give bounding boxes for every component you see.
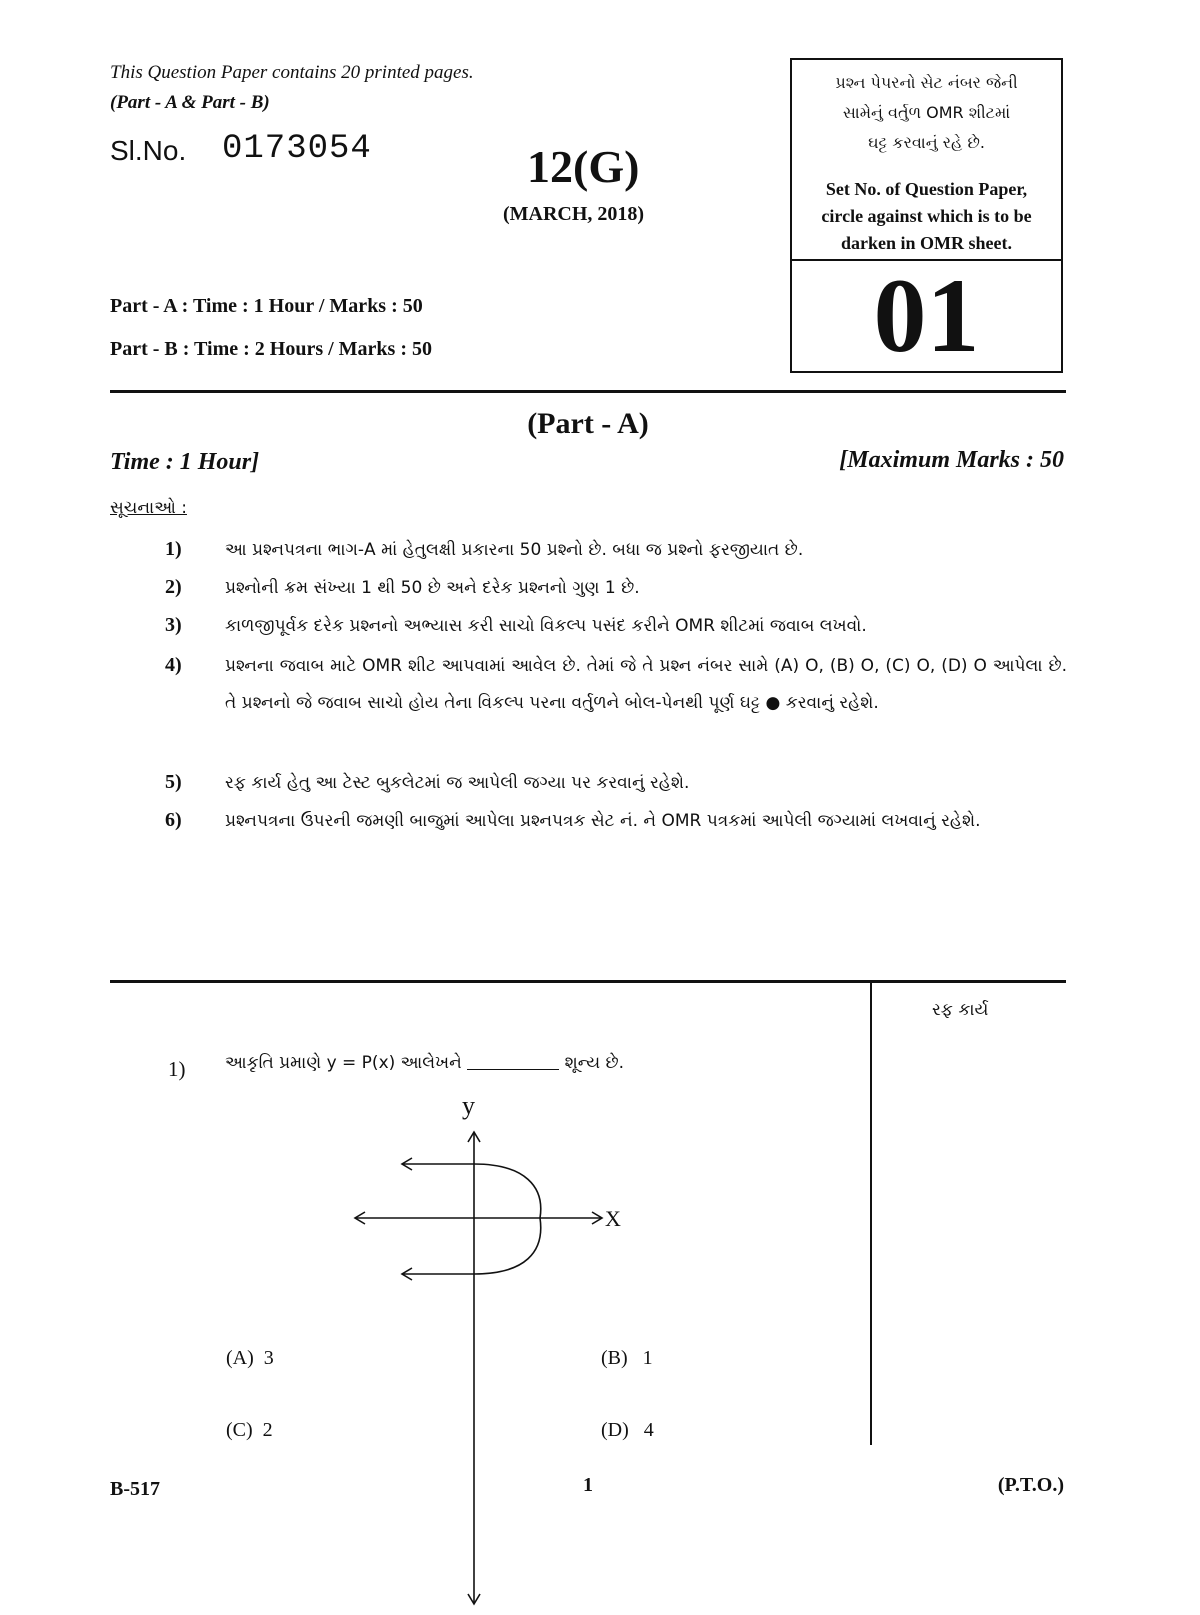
option-d-value: 4 [643, 1419, 654, 1441]
question-number: 1) [168, 1057, 186, 1081]
serial-number-label: Sl.No. [110, 135, 187, 166]
instruction-number: 5) [165, 771, 182, 793]
question-text [225, 1053, 624, 1073]
set-box-english-line: circle against which is to be [821, 206, 1032, 226]
instruction-text: પ્રશ્નપત્રના ઉપરની જમણી બાજુમાં આપેલા પ્રશ્નપત્રક સેટ નં. ને OMR પત્રકમાં આપેલી જગ્યામાં લખવાનું રહેશે. [225, 811, 981, 831]
instruction-item [165, 570, 1067, 607]
question-section-rule [110, 980, 1066, 983]
option-b-label: (B) [601, 1347, 628, 1369]
parts-note: (Part - A & Part - B) [110, 92, 270, 113]
option-a [226, 1347, 274, 1370]
graph-curve-path [402, 1164, 541, 1274]
set-number-box [790, 58, 1063, 373]
set-box-gujarati [792, 68, 1061, 158]
serial-number-value: 0173054 [222, 130, 372, 168]
header-rule [110, 390, 1066, 393]
section-time: Time : 1 Hour] [110, 449, 260, 475]
set-box-gujarati-line: પ્રશ્ન પેપરનો સેટ નંબર જેની [835, 73, 1018, 92]
instruction-text: રફ કાર્ય હેતુ આ ટેસ્ટ બુકલેટમાં જ આપેલી જગ્યા પર કરવાનું રહેશે. [225, 773, 690, 793]
option-c-value: 2 [262, 1419, 273, 1441]
footer-page-number: 1 [583, 1474, 593, 1496]
instruction-text: પ્રશ્નોની ક્રમ સંખ્યા 1 થી 50 છે અને દરેક પ્રશ્નનો ગુણ 1 છે. [225, 578, 640, 598]
section-max-marks: [Maximum Marks : 50 [839, 447, 1064, 473]
set-box-gujarati-line: સામેનું વર્તુળ OMR શીટમાં [842, 103, 1011, 122]
instruction-text: કાળજીપૂર્વક દરેક પ્રશ્નનો અભ્યાસ કરી સાચો વિકલ્પ પસંદ કરીને OMR શીટમાં જવાબ લખવો. [225, 616, 867, 636]
option-d-label: (D) [601, 1419, 629, 1441]
part-a-time-info: Part - A : Time : 1 Hour / Marks : 50 [110, 295, 423, 317]
footer-paper-code: B-517 [110, 1478, 160, 1500]
part-b-time-info: Part - B : Time : 2 Hours / Marks : 50 [110, 338, 433, 360]
set-box-gujarati-line: ઘટ્ટ કરવાનું રહે છે. [868, 133, 985, 152]
set-box-english-line: Set No. of Question Paper, [825, 179, 1028, 199]
graph-final-figure [340, 1092, 640, 1612]
option-c [226, 1419, 273, 1442]
paper-code: 12(G) [527, 141, 640, 192]
question-text-before: આકૃતિ પ્રમાણે y = P(x) આલેખને [225, 1053, 462, 1073]
set-box-english-line: darken in OMR sheet. [841, 233, 1012, 253]
question-text-after: શૂન્ય છે. [564, 1053, 625, 1073]
instructions-heading: સૂચનાઓ : [110, 498, 187, 518]
instruction-text: આ પ્રશ્નપત્રના ભાગ-A માં હેતુલક્ષી પ્રકારના 50 પ્રશ્નો છે. બધા જ પ્રશ્નો ફરજીયાત છે. [225, 540, 804, 560]
rough-work-divider [870, 983, 872, 1445]
instruction-number: 1) [165, 538, 182, 560]
instruction-number: 4) [165, 654, 182, 676]
graph-y-label: y [462, 1091, 475, 1120]
pages-note: This Question Paper contains 20 printed pages. [110, 62, 474, 83]
exam-date: (MARCH, 2018) [503, 203, 645, 225]
instruction-item [165, 648, 1067, 722]
instruction-number: 6) [165, 809, 182, 831]
answer-blank [467, 1069, 559, 1070]
instruction-text: પ્રશ્નના જવાબ માટે OMR શીટ આપવામાં આવેલ છે. તેમાં જે તે પ્રશ્ન નંબર સામે (A) O, (B) O, (C) O, (D) O આપેલા છે. તે પ્રશ્નનો જે જવાબ સાચો હોય તેના વિકલ્પ પરના વર્તુળને બોલ-પેનથી પૂર્ણ ઘટ્ટ ● કરવાનું રહેશે. [225, 656, 1067, 713]
option-c-label: (C) [226, 1419, 253, 1441]
instruction-number: 2) [165, 576, 182, 598]
rough-work-label: રફ કાર્ય [932, 1000, 989, 1020]
instruction-number: 3) [165, 614, 182, 636]
section-title: (Part - A) [527, 407, 649, 440]
set-box-english [792, 176, 1061, 257]
instruction-item [165, 765, 1067, 802]
set-number: 01 [873, 257, 980, 374]
option-a-value: 3 [263, 1347, 274, 1369]
instruction-item [165, 608, 1067, 645]
option-b-value: 1 [642, 1347, 653, 1369]
instruction-item [165, 532, 1067, 569]
instruction-item [165, 803, 1067, 840]
option-a-label: (A) [226, 1347, 254, 1369]
graph-x-label: X [605, 1206, 621, 1231]
footer-pto: (P.T.O.) [997, 1474, 1064, 1496]
